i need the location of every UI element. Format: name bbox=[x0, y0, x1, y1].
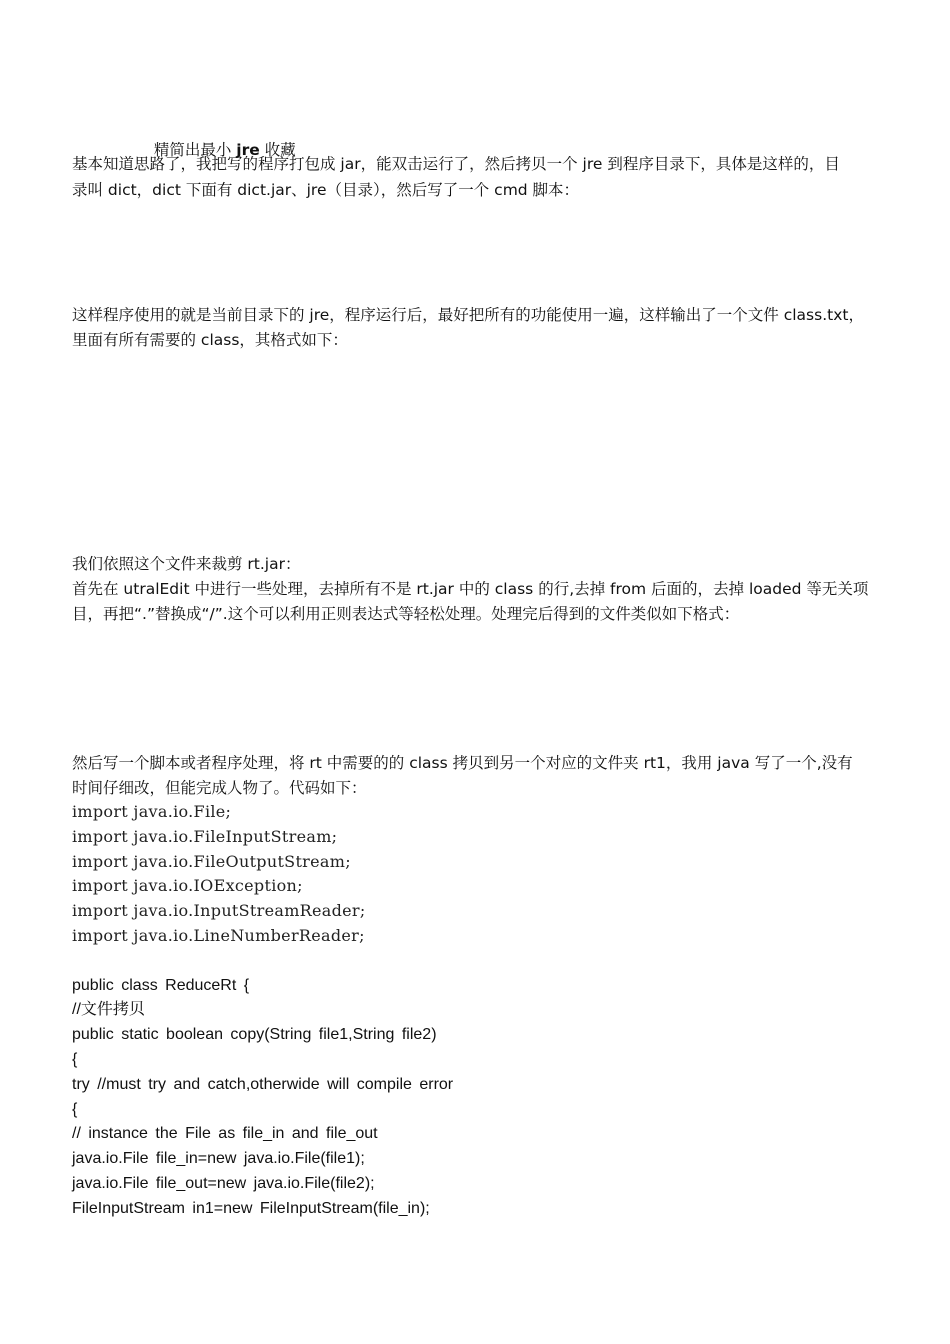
code-line: public static boolean copy(String file1,String file2) bbox=[72, 1026, 437, 1043]
paragraph-3-line-2: 首先在 utralEdit 中进行一些处理，去掉所有不是 rt.jar 中的 class 的行,去掉 from 后面的，去掉 loaded 等无关项 bbox=[72, 580, 869, 598]
title-suffix: 收藏 bbox=[259, 141, 296, 159]
import-line: import java.io.InputStreamReader; bbox=[72, 901, 366, 920]
code-line: { bbox=[72, 1101, 78, 1118]
paragraph-3-line-1: 我们依照这个文件来裁剪 rt.jar： bbox=[72, 555, 301, 573]
import-line: import java.io.FileOutputStream; bbox=[72, 852, 351, 871]
paragraph-1-line-1: 基本知道思路了，我把写的程序打包成 jar，能双击运行了，然后拷贝一个 jre 到程序目录下，具体是这样的，目 bbox=[72, 155, 840, 173]
paragraph-4-line-1: 然后写一个脚本或者程序处理，将 rt 中需要的的 class 拷贝到另一个对应的文件夹 rt1，我用 java 写了一个,没有 bbox=[72, 754, 853, 772]
paragraph-2-line-2: 里面有所有需要的 class，其格式如下： bbox=[72, 331, 348, 349]
import-line: import java.io.LineNumberReader; bbox=[72, 926, 365, 945]
paragraph-4-line-2: 时间仔细改，但能完成人物了。代码如下： bbox=[72, 779, 367, 797]
import-line: import java.io.File; bbox=[72, 802, 232, 821]
code-line: FileInputStream in1=new FileInputStream(file_in); bbox=[72, 1200, 430, 1217]
paragraph-1-line-2: 录叫 dict，dict 下面有 dict.jar、jre（目录），然后写了一个 cmd 脚本： bbox=[72, 181, 580, 199]
import-line: import java.io.IOException; bbox=[72, 876, 303, 895]
code-line: java.io.File file_in=new java.io.File(file1); bbox=[72, 1150, 365, 1167]
import-line: import java.io.FileInputStream; bbox=[72, 827, 338, 846]
paragraph-2-line-1: 这样程序使用的就是当前目录下的 jre，程序运行后，最好把所有的功能使用一遍，这样输出了一个文件 class.txt， bbox=[72, 306, 864, 324]
paragraph-3-line-3: 目，再把“.”替换成“/”.这个可以利用正则表达式等轻松处理。处理完后得到的文件类似如下格式： bbox=[72, 605, 740, 623]
code-line: try //must try and catch,otherwide will compile error bbox=[72, 1076, 454, 1093]
title-prefix: 精简出最小 bbox=[153, 141, 237, 159]
title-jre: jre bbox=[236, 141, 260, 159]
code-line: //文件拷贝 bbox=[72, 1001, 145, 1018]
code-line: // instance the File as file_in and file_out bbox=[72, 1125, 378, 1142]
code-line: java.io.File file_out=new java.io.File(file2); bbox=[72, 1175, 375, 1192]
code-line: public class ReduceRt { bbox=[72, 977, 250, 994]
code-line: { bbox=[72, 1051, 78, 1068]
